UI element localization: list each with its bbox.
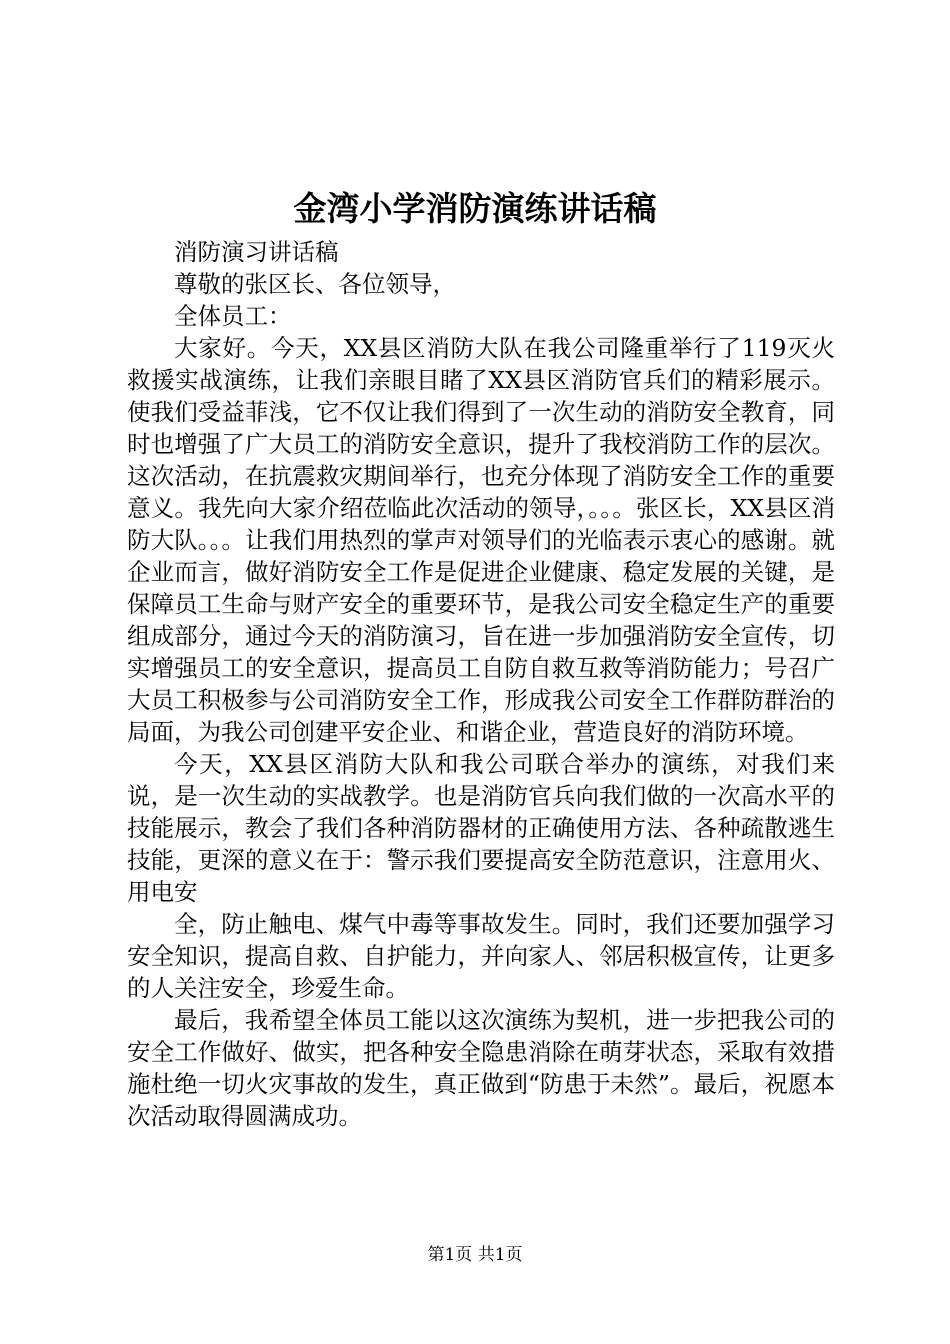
paragraph-audience: 全体员工： [174,302,292,330]
paragraph-opening: 大家好。今天，XX县区消防大队在我公司隆重举行了119灭火救援实战演练，让我们亲眼目睹了XX县区消防官兵们的精彩展示。使我们受益菲浅，它不仅让我们得到了一次生动的消防安全教育，同时也增强了广大员工的消防安全意识，提升了我校消防工作的层次。这次活动，在抗震救灾期间举行，也充分体现了消防安全工作的重要意义。我先向大家介绍莅临此次活动的领导，。。。张区长，XX县区消防大队。。。让我们用热烈的掌声对领导们的光临表示衷心的感谢。就企业而言，做好消防安全工作是促进企业健康、稳定发展的关键，是保障员工生命与财产安全的重要环节，是我公司安全稳定生产的重要组成部分，通过今天的消防演习，旨在进一步加强消防安全宣传，切实增强员工的安全意识，提高员工自防自救互救等消防能力；号召广大员工积极参与公司消防安全工作，形成我公司安全工作群防群治的局面，为我公司创建平安企业、和谐企业，营造良好的消防环境。 [127,334,835,746]
document-body [127,236,835,1132]
page-number-footer: 第1页 共1页 [427,1245,523,1265]
paragraph-closing: 最后，我希望全体员工能以这次演练为契机，进一步把我公司的安全工作做好、做实，把各种安全隐患消除在萌芽状态，采取有效措施杜绝一切火灾事故的发生，真正做到“防患于未然”。最后，祝愿本次活动取得圆满成功。 [127,1006,835,1130]
paragraph-heading: 消防演习讲话稿 [174,238,339,266]
paragraph-drill-meaning: 今天，XX县区消防大队和我公司联合举办的演练，对我们来说，是一次生动的实战教学。也是消防官兵向我们做的一次高水平的技能展示，教会了我们各种消防器材的正确使用方法、各种疏散逃生技能，更深的意义在于：警示我们要提高安全防范意识，注意用火、用电安 [127,750,835,906]
document-title: 金湾小学消防演练讲话稿 [293,189,657,228]
paragraph-salutation: 尊敬的张区长、各位领导， [174,270,456,298]
paragraph-safety-knowledge: 全，防止触电、煤气中毒等事故发生。同时，我们还要加强学习安全知识，提高自救、自护能力，并向家人、邻居积极宣传，让更多的人关注安全，珍爱生命。 [127,910,835,1002]
